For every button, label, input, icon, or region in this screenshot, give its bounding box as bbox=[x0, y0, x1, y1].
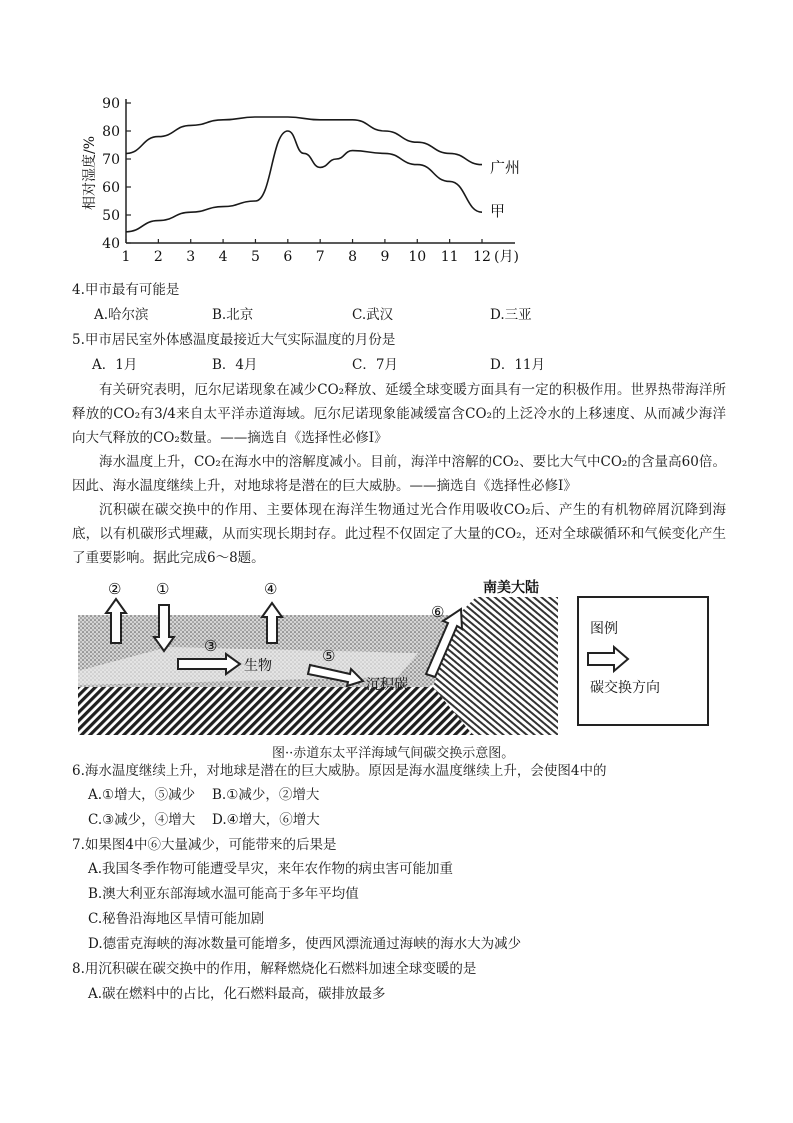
y-tick-label: 90 bbox=[102, 96, 120, 112]
q7-option-a: A.我国冬季作物可能遭受旱灾，来年农作物的病虫害可能加重 bbox=[88, 861, 454, 877]
y-tick-label: 70 bbox=[102, 152, 120, 168]
series-line-2 bbox=[126, 131, 482, 232]
label-sediment-carbon: 沉积碳 bbox=[366, 677, 408, 693]
series-line-1 bbox=[126, 117, 482, 165]
marker-5: ⑤ bbox=[322, 647, 336, 665]
q5-option-a: A．1月 bbox=[92, 357, 138, 373]
q4-option-a: A.哈尔滨 bbox=[94, 307, 149, 323]
carbon-exchange-diagram bbox=[78, 575, 714, 735]
series-label-2: 甲 bbox=[490, 202, 506, 221]
passage-paragraph-3: 沉积碳在碳交换中的作用、主要体现在海洋生物通过光合作用吸收CO₂后、产生的有机物碎屑沉降到海底，以有机碳形式埋藏，从而实现长期封存。此过程不仅固定了大量的CO₂，还对全球碳循环和气候变化产生了重要影响。据此完成6～8题。 bbox=[72, 502, 726, 566]
question-7-stem: 7.如果图4中⑥大量减少，可能带来的后果是 bbox=[72, 837, 337, 853]
q7-option-d: D.德雷克海峡的海冰数量可能增多，使西风漂流通过海峡的海水大为减少 bbox=[88, 936, 522, 952]
y-axis-label: 相对湿度/% bbox=[82, 135, 98, 211]
y-tick-label: 40 bbox=[102, 236, 120, 252]
x-tick-label: 2 bbox=[153, 249, 163, 265]
legend-item-label: 碳交换方向 bbox=[590, 680, 660, 696]
q5-option-b: B．4月 bbox=[212, 357, 258, 373]
q6-option-b: B.①减少，②增大 bbox=[212, 787, 320, 803]
question-4-stem: 4.甲市最有可能是 bbox=[72, 282, 180, 298]
label-south-america: 南美大陆 bbox=[483, 580, 539, 596]
humidity-line-chart bbox=[70, 95, 540, 275]
y-tick-label: 60 bbox=[102, 180, 120, 196]
y-tick-label: 50 bbox=[102, 208, 120, 224]
x-tick-label: 7 bbox=[315, 249, 325, 265]
marker-1: ① bbox=[156, 580, 170, 598]
q7-option-b: B.澳大利亚东部海域水温可能高于多年平均值 bbox=[88, 886, 359, 902]
series-label-1: 广州 bbox=[490, 158, 521, 177]
marker-6: ⑥ bbox=[431, 603, 445, 621]
q4-option-b: B.北京 bbox=[212, 307, 254, 323]
diagram-caption: 图··赤道东太平洋海域气间碳交换示意图。 bbox=[272, 746, 515, 761]
q5-option-c: C．7月 bbox=[352, 357, 398, 373]
x-tick-label: 1 bbox=[121, 249, 131, 265]
x-tick-label: 12 bbox=[473, 249, 491, 265]
x-tick-label: 3 bbox=[186, 249, 196, 265]
marker-4: ④ bbox=[264, 580, 278, 598]
x-tick-label: 11 bbox=[440, 249, 459, 265]
q6-option-d: D.④增大，⑥增大 bbox=[212, 812, 320, 828]
q8-option-a: A.碳在燃料中的占比，化石燃料最高，碳排放最多 bbox=[88, 986, 386, 1002]
passage-paragraph-2: 海水温度上升，CO₂在海水中的溶解度减小。目前，海洋中溶解的CO₂、要比大气中CO₂的含量高60倍。因此、海水温度继续上升，对地球将是潜在的巨大威胁。——摘选自《选择性必修Ⅰ》 bbox=[72, 454, 726, 494]
x-tick-label: 4 bbox=[218, 249, 228, 265]
x-tick-label: 6 bbox=[283, 249, 293, 265]
x-tick-label: 9 bbox=[380, 249, 390, 265]
x-axis-label: (月) bbox=[494, 249, 519, 265]
marker-2: ② bbox=[108, 580, 122, 598]
question-8-stem: 8.用沉积碳在碳交换中的作用，解释燃烧化石燃料加速全球变暖的是 bbox=[72, 961, 477, 977]
q4-option-c: C.武汉 bbox=[352, 307, 394, 323]
q5-option-d: D．11月 bbox=[490, 357, 546, 373]
q6-option-c: C.③减少，④增大 bbox=[88, 812, 196, 828]
q4-option-d: D.三亚 bbox=[490, 307, 532, 323]
q7-option-c: C.秘鲁沿海地区旱情可能加剧 bbox=[88, 911, 265, 927]
q6-option-a: A.①增大，⑤减少 bbox=[88, 787, 196, 803]
y-tick-label: 80 bbox=[102, 124, 120, 140]
passage-paragraph-1: 有关研究表明，厄尔尼诺现象在减少CO₂释放、延缓全球变暖方面具有一定的积极作用。世界热带海洋所释放的CO₂有3/4来自太平洋赤道海域。厄尔尼诺现象能减缓富含CO₂的上泛冷水的上移速度、从而减少海洋向大气释放的CO₂数量。——摘选自《选择性必修Ⅰ》 bbox=[72, 382, 726, 446]
question-6-stem: 6.海水温度继续上升，对地球是潜在的巨大威胁。原因是海水温度继续上升，会使图4中的 bbox=[72, 763, 607, 779]
question-5-stem: 5.甲市居民室外体感温度最接近大气实际温度的月份是 bbox=[72, 332, 396, 348]
x-tick-label: 10 bbox=[408, 249, 427, 265]
x-tick-label: 8 bbox=[348, 249, 358, 265]
label-organisms: 生物 bbox=[244, 658, 272, 674]
x-tick-label: 5 bbox=[250, 249, 260, 265]
legend-title: 图例 bbox=[590, 621, 618, 637]
marker-3: ③ bbox=[204, 637, 218, 655]
